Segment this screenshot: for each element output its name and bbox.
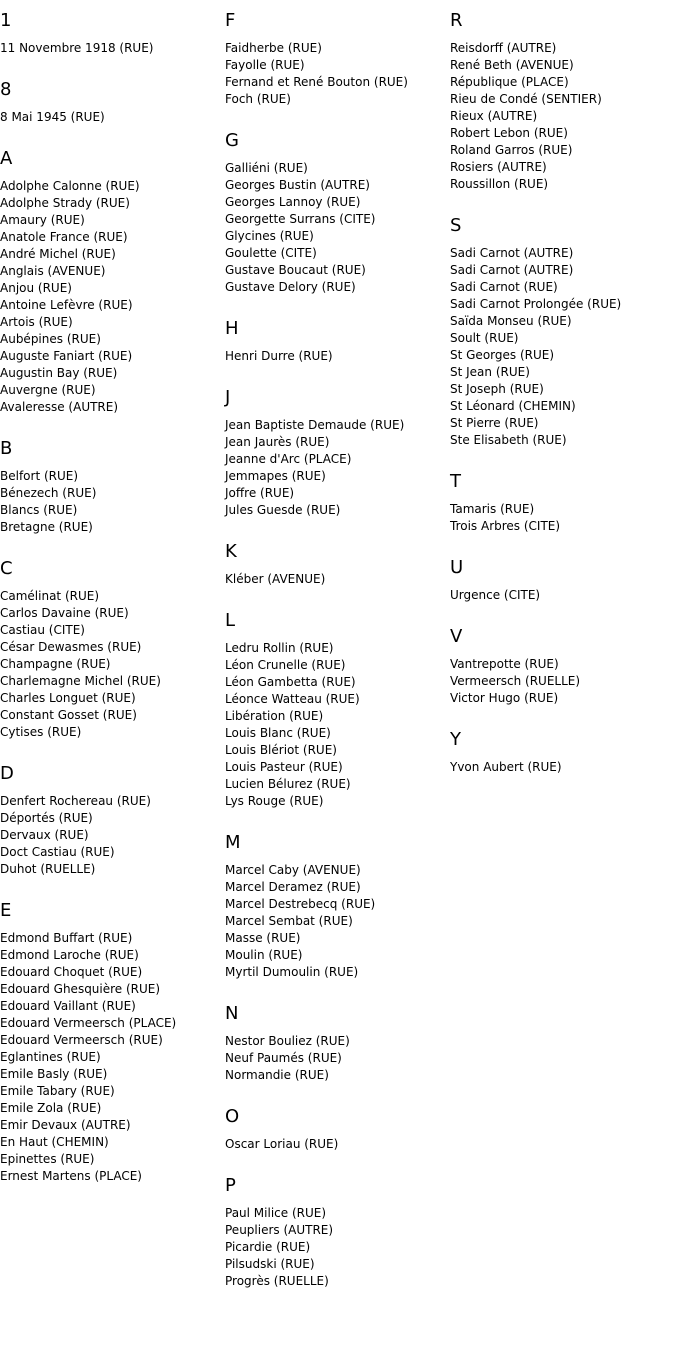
street-link[interactable]: Adolphe Calonne (RUE) bbox=[0, 179, 140, 193]
street-link[interactable]: Tamaris (RUE) bbox=[450, 502, 535, 516]
street-link[interactable]: Cytises (RUE) bbox=[0, 725, 82, 739]
street-link[interactable]: Léon Crunelle (RUE) bbox=[225, 658, 346, 672]
street-link[interactable]: Kléber (AVENUE) bbox=[225, 572, 326, 586]
street-link[interactable]: Jeanne d'Arc (PLACE) bbox=[225, 452, 352, 466]
street-link[interactable]: 8 Mai 1945 (RUE) bbox=[0, 110, 105, 124]
letter-heading: P bbox=[225, 1175, 236, 1196]
letter-heading: U bbox=[450, 557, 464, 578]
street-link[interactable]: Rosiers (AUTRE) bbox=[450, 160, 547, 174]
street-link[interactable]: Sadi Carnot (AUTRE) bbox=[450, 263, 574, 277]
letter-heading: T bbox=[450, 471, 461, 492]
street-link[interactable]: Emile Zola (RUE) bbox=[0, 1101, 102, 1115]
street-link[interactable]: Eglantines (RUE) bbox=[0, 1050, 101, 1064]
street-link[interactable]: Lucien Bélurez (RUE) bbox=[225, 777, 351, 791]
street-link[interactable]: Roussillon (RUE) bbox=[450, 177, 549, 191]
letter-group bbox=[450, 557, 675, 604]
street-link[interactable]: Jemmapes (RUE) bbox=[225, 469, 326, 483]
street-link[interactable]: Bénezech (RUE) bbox=[0, 486, 97, 500]
street-link[interactable]: Paul Milice (RUE) bbox=[225, 1206, 327, 1220]
street-link[interactable]: Edmond Laroche (RUE) bbox=[0, 948, 139, 962]
letter-group bbox=[225, 387, 445, 519]
street-link[interactable]: Louis Blanc (RUE) bbox=[225, 726, 331, 740]
street-link[interactable]: Marcel Sembat (RUE) bbox=[225, 914, 353, 928]
letter-heading: C bbox=[0, 558, 13, 579]
street-link[interactable]: Fernand et René Bouton (RUE) bbox=[225, 75, 408, 89]
street-link[interactable]: Jean Jaurès (RUE) bbox=[225, 435, 330, 449]
letter-heading: L bbox=[225, 610, 236, 631]
street-link[interactable]: Faidherbe (RUE) bbox=[225, 41, 322, 55]
street-link[interactable]: Myrtil Dumoulin (RUE) bbox=[225, 965, 359, 979]
letter-group bbox=[225, 610, 445, 810]
letter-heading: V bbox=[450, 626, 463, 647]
street-link[interactable]: Soult (RUE) bbox=[450, 331, 519, 345]
street-link[interactable]: Lys Rouge (RUE) bbox=[225, 794, 324, 808]
street-link[interactable]: Ste Elisabeth (RUE) bbox=[450, 433, 567, 447]
street-link[interactable]: Sadi Carnot Prolongée (RUE) bbox=[450, 297, 622, 311]
street-link[interactable]: Epinettes (RUE) bbox=[0, 1152, 95, 1166]
street-link[interactable]: Amaury (RUE) bbox=[0, 213, 85, 227]
street-link[interactable]: Jules Guesde (RUE) bbox=[225, 503, 341, 517]
street-link[interactable]: Victor Hugo (RUE) bbox=[450, 691, 559, 705]
letter-heading: A bbox=[0, 148, 13, 169]
street-link[interactable]: Vantrepotte (RUE) bbox=[450, 657, 559, 671]
street-link[interactable]: Louis Blériot (RUE) bbox=[225, 743, 337, 757]
letter-heading: B bbox=[0, 438, 13, 459]
street-link[interactable]: Gustave Delory (RUE) bbox=[225, 280, 356, 294]
letter-group bbox=[225, 10, 445, 108]
street-link[interactable]: Sadi Carnot (RUE) bbox=[450, 280, 558, 294]
street-link[interactable]: St Léonard (CHEMIN) bbox=[450, 399, 576, 413]
street-link[interactable]: Emile Tabary (RUE) bbox=[0, 1084, 115, 1098]
street-link[interactable]: Champagne (RUE) bbox=[0, 657, 111, 671]
street-link[interactable]: St Joseph (RUE) bbox=[450, 382, 544, 396]
street-link[interactable]: Progrès (RUELLE) bbox=[225, 1274, 329, 1288]
street-link[interactable]: St Jean (RUE) bbox=[450, 365, 530, 379]
street-link[interactable]: Edouard Vermeersch (RUE) bbox=[0, 1033, 163, 1047]
street-link[interactable]: Sadi Carnot (AUTRE) bbox=[450, 246, 574, 260]
street-link[interactable]: Robert Lebon (RUE) bbox=[450, 126, 568, 140]
street-link[interactable]: Georges Bustin (AUTRE) bbox=[225, 178, 370, 192]
street-link[interactable]: Déportés (RUE) bbox=[0, 811, 93, 825]
letter-heading: K bbox=[225, 541, 237, 562]
letter-group bbox=[225, 541, 445, 588]
letter-group bbox=[225, 832, 445, 981]
street-link[interactable]: Léonce Watteau (RUE) bbox=[225, 692, 360, 706]
letter-heading: 1 bbox=[0, 10, 12, 31]
letter-heading: Y bbox=[450, 729, 461, 750]
street-link[interactable]: Anglais (AVENUE) bbox=[0, 264, 106, 278]
street-link[interactable]: Belfort (RUE) bbox=[0, 469, 79, 483]
letter-group bbox=[0, 438, 220, 536]
street-link[interactable]: Georges Lannoy (RUE) bbox=[225, 195, 361, 209]
street-link[interactable]: Avaleresse (AUTRE) bbox=[0, 400, 119, 414]
street-link[interactable]: Vermeersch (RUELLE) bbox=[450, 674, 581, 688]
street-link[interactable]: Ernest Martens (PLACE) bbox=[0, 1169, 142, 1183]
street-link[interactable]: César Dewasmes (RUE) bbox=[0, 640, 142, 654]
street-link[interactable]: 11 Novembre 1918 (RUE) bbox=[0, 41, 154, 55]
street-link[interactable]: En Haut (CHEMIN) bbox=[0, 1135, 109, 1149]
street-link[interactable]: Auguste Faniart (RUE) bbox=[0, 349, 133, 363]
letter-group bbox=[450, 626, 675, 707]
index-column-2 bbox=[225, 10, 445, 1312]
letter-group bbox=[225, 318, 445, 365]
street-link[interactable]: Carlos Davaine (RUE) bbox=[0, 606, 129, 620]
street-link[interactable]: René Beth (AVENUE) bbox=[450, 58, 574, 72]
letter-heading: G bbox=[225, 130, 239, 151]
street-link[interactable]: Saïda Monseu (RUE) bbox=[450, 314, 572, 328]
street-link[interactable]: Urgence (CITE) bbox=[450, 588, 541, 602]
street-link[interactable]: Marcel Caby (AVENUE) bbox=[225, 863, 361, 877]
street-link[interactable]: Edouard Choquet (RUE) bbox=[0, 965, 143, 979]
index-column-3 bbox=[450, 10, 675, 798]
letter-heading: N bbox=[225, 1003, 239, 1024]
street-link[interactable]: Libération (RUE) bbox=[225, 709, 324, 723]
street-link[interactable]: Anjou (RUE) bbox=[0, 281, 72, 295]
letter-heading: 8 bbox=[0, 79, 12, 100]
street-link[interactable]: Duhot (RUELLE) bbox=[0, 862, 96, 876]
street-link[interactable]: Picardie (RUE) bbox=[225, 1240, 311, 1254]
letter-heading: M bbox=[225, 832, 241, 853]
street-link[interactable]: Anatole France (RUE) bbox=[0, 230, 128, 244]
street-link[interactable]: Marcel Deramez (RUE) bbox=[225, 880, 361, 894]
street-link[interactable]: Reisdorff (AUTRE) bbox=[450, 41, 557, 55]
letter-group bbox=[450, 215, 675, 449]
street-link[interactable]: Henri Durre (RUE) bbox=[225, 349, 333, 363]
street-link[interactable]: Constant Gosset (RUE) bbox=[0, 708, 137, 722]
letter-group bbox=[225, 1175, 445, 1290]
street-link[interactable]: Yvon Aubert (RUE) bbox=[450, 760, 562, 774]
street-link[interactable]: République (PLACE) bbox=[450, 75, 569, 89]
street-link[interactable]: Peupliers (AUTRE) bbox=[225, 1223, 334, 1237]
street-link[interactable]: Emile Basly (RUE) bbox=[0, 1067, 108, 1081]
letter-group bbox=[225, 1106, 445, 1153]
street-link[interactable]: Jean Baptiste Demaude (RUE) bbox=[225, 418, 405, 432]
street-link[interactable]: Edouard Ghesquière (RUE) bbox=[0, 982, 161, 996]
street-link[interactable]: Galliéni (RUE) bbox=[225, 161, 308, 175]
street-link[interactable]: Camélinat (RUE) bbox=[0, 589, 100, 603]
street-link[interactable]: Nestor Bouliez (RUE) bbox=[225, 1034, 350, 1048]
street-link[interactable]: Auvergne (RUE) bbox=[0, 383, 96, 397]
letter-group bbox=[450, 10, 675, 193]
street-link[interactable]: Normandie (RUE) bbox=[225, 1068, 329, 1082]
street-link[interactable]: Marcel Destrebecq (RUE) bbox=[225, 897, 376, 911]
street-link[interactable]: Léon Gambetta (RUE) bbox=[225, 675, 356, 689]
street-link[interactable]: Joffre (RUE) bbox=[225, 486, 295, 500]
street-link[interactable]: Augustin Bay (RUE) bbox=[0, 366, 118, 380]
street-link[interactable]: Rieu de Condé (SENTIER) bbox=[450, 92, 602, 106]
letter-heading: H bbox=[225, 318, 239, 339]
street-link[interactable]: Edmond Buffart (RUE) bbox=[0, 931, 133, 945]
street-link[interactable]: Foch (RUE) bbox=[225, 92, 291, 106]
street-link[interactable]: Antoine Lefèvre (RUE) bbox=[0, 298, 133, 312]
letter-heading: F bbox=[225, 10, 236, 31]
street-link[interactable]: Charlemagne Michel (RUE) bbox=[0, 674, 161, 688]
street-link[interactable]: Moulin (RUE) bbox=[225, 948, 303, 962]
street-link[interactable]: Artois (RUE) bbox=[0, 315, 73, 329]
street-link[interactable]: Adolphe Strady (RUE) bbox=[0, 196, 130, 210]
street-link[interactable]: André Michel (RUE) bbox=[0, 247, 116, 261]
street-link[interactable]: Aubépines (RUE) bbox=[0, 332, 101, 346]
street-link[interactable]: Oscar Loriau (RUE) bbox=[225, 1137, 339, 1151]
street-link[interactable]: Castiau (CITE) bbox=[0, 623, 85, 637]
letter-group bbox=[0, 900, 220, 1185]
street-link[interactable]: Ledru Rollin (RUE) bbox=[225, 641, 334, 655]
letter-heading: E bbox=[0, 900, 12, 921]
letter-group bbox=[0, 148, 220, 416]
street-link[interactable]: Trois Arbres (CITE) bbox=[450, 519, 561, 533]
street-link[interactable]: Fayolle (RUE) bbox=[225, 58, 305, 72]
street-link[interactable]: Gustave Boucaut (RUE) bbox=[225, 263, 366, 277]
letter-heading: D bbox=[0, 763, 14, 784]
street-link[interactable]: Emir Devaux (AUTRE) bbox=[0, 1118, 131, 1132]
letter-group bbox=[450, 729, 675, 776]
letter-group bbox=[0, 10, 220, 57]
street-link[interactable]: Rieux (AUTRE) bbox=[450, 109, 538, 123]
street-link[interactable]: Edouard Vaillant (RUE) bbox=[0, 999, 136, 1013]
street-link[interactable]: Doct Castiau (RUE) bbox=[0, 845, 115, 859]
letter-heading: R bbox=[450, 10, 463, 31]
street-link[interactable]: Roland Garros (RUE) bbox=[450, 143, 573, 157]
letter-group bbox=[450, 471, 675, 535]
street-link[interactable]: Louis Pasteur (RUE) bbox=[225, 760, 343, 774]
street-link[interactable]: Bretagne (RUE) bbox=[0, 520, 93, 534]
street-link[interactable]: Masse (RUE) bbox=[225, 931, 301, 945]
street-link[interactable]: St Georges (RUE) bbox=[450, 348, 555, 362]
letter-group bbox=[0, 558, 220, 741]
letter-group bbox=[225, 1003, 445, 1084]
index-column-1 bbox=[0, 10, 220, 1207]
letter-heading: O bbox=[225, 1106, 240, 1127]
letter-group bbox=[225, 130, 445, 296]
letter-group bbox=[0, 763, 220, 878]
street-link[interactable]: Georgette Surrans (CITE) bbox=[225, 212, 376, 226]
street-link[interactable]: Goulette (CITE) bbox=[225, 246, 317, 260]
letter-group bbox=[0, 79, 220, 126]
street-link[interactable]: Denfert Rochereau (RUE) bbox=[0, 794, 151, 808]
letter-heading: J bbox=[225, 387, 231, 408]
street-link[interactable]: Edouard Vermeersch (PLACE) bbox=[0, 1016, 177, 1030]
street-link[interactable]: Pilsudski (RUE) bbox=[225, 1257, 315, 1271]
street-link[interactable]: Dervaux (RUE) bbox=[0, 828, 89, 842]
street-link[interactable]: Glycines (RUE) bbox=[225, 229, 314, 243]
street-link[interactable]: St Pierre (RUE) bbox=[450, 416, 539, 430]
street-link[interactable]: Neuf Paumés (RUE) bbox=[225, 1051, 342, 1065]
street-link[interactable]: Blancs (RUE) bbox=[0, 503, 78, 517]
street-link[interactable]: Charles Longuet (RUE) bbox=[0, 691, 136, 705]
letter-heading: S bbox=[450, 215, 462, 236]
